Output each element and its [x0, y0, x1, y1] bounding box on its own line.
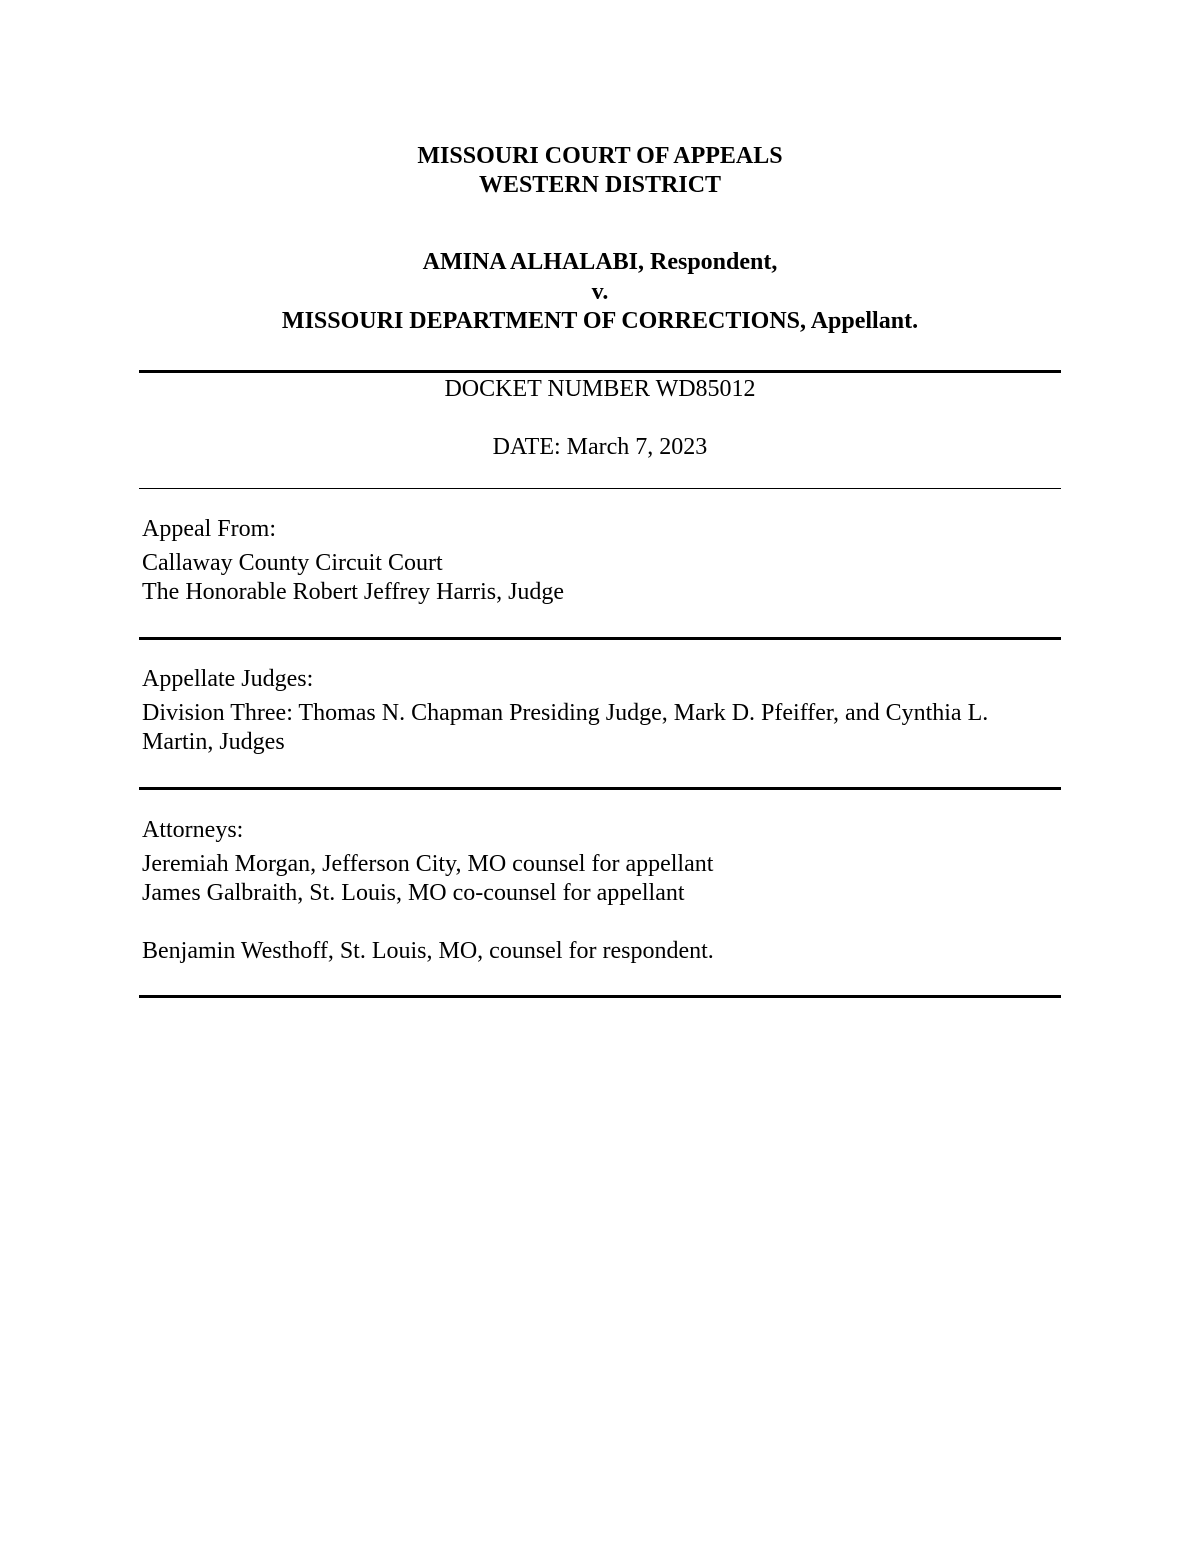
attorney-appellant-2: James Galbraith, St. Louis, MO co-counsel for appellant	[142, 880, 685, 906]
trial-judge: The Honorable Robert Jeffrey Harris, Judge	[142, 579, 565, 605]
appellate-judges-heading: Appellate Judges:	[142, 666, 314, 692]
divider	[139, 787, 1061, 790]
divider	[139, 995, 1061, 998]
divider	[139, 370, 1061, 373]
attorneys-section	[142, 816, 1060, 966]
appeal-from-heading: Appeal From:	[142, 516, 276, 542]
docket-number: DOCKET NUMBER WD85012	[444, 376, 756, 402]
appellate-judges-line-1: Division Three: Thomas N. Chapman Presiding Judge, Mark D. Pfeiffer, and Cynthia L.	[142, 700, 989, 726]
caption-respondent: AMINA ALHALABI, Respondent,	[422, 249, 778, 275]
divider	[139, 488, 1061, 489]
appellate-judges-line-2: Martin, Judges	[142, 729, 285, 755]
caption-versus: v.	[591, 279, 609, 305]
appellate-judges-section	[142, 665, 1060, 757]
attorneys-heading: Attorneys:	[142, 817, 244, 843]
attorney-appellant-1: Jeremiah Morgan, Jefferson City, MO counsel for appellant	[142, 851, 714, 877]
trial-court: Callaway County Circuit Court	[142, 550, 443, 576]
decision-date: DATE: March 7, 2023	[492, 434, 708, 460]
appeal-from-section	[142, 515, 1060, 607]
caption-appellant: MISSOURI DEPARTMENT OF CORRECTIONS, Appellant.	[281, 308, 919, 334]
court-district: WESTERN DISTRICT	[478, 172, 722, 198]
attorney-respondent: Benjamin Westhoff, St. Louis, MO, counsel for respondent.	[142, 938, 714, 964]
divider	[139, 637, 1061, 640]
court-name: MISSOURI COURT OF APPEALS	[417, 143, 783, 169]
